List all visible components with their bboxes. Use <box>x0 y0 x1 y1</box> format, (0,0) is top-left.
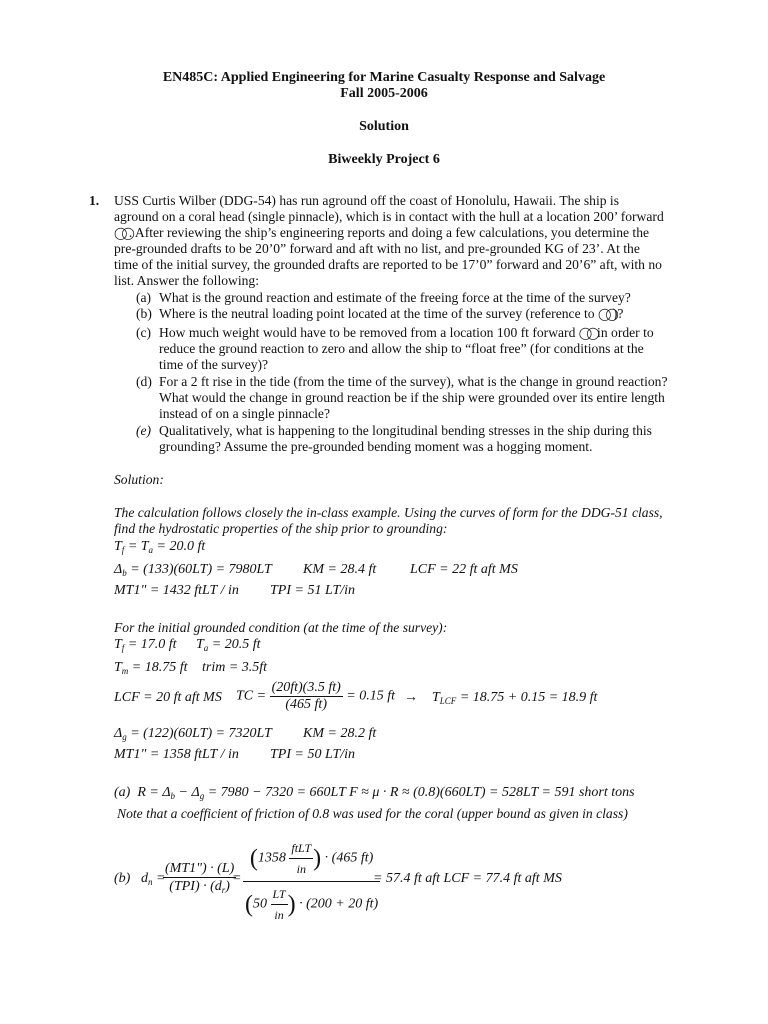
part-b-label-eq: (b) <box>114 871 131 886</box>
arrow-icon: → <box>404 690 418 705</box>
part-e-label: (e) <box>136 423 152 438</box>
problem-line-2: aground on a coral head (single pinnacle), which is in contact with the hull at a location 200’ forward <box>114 209 664 224</box>
project-heading: Biweekly Project 6 <box>328 152 440 167</box>
solution-label: Solution: <box>114 472 164 487</box>
part-a-text: What is the ground reaction and estimate of the freeing force at the time of the survey? <box>159 290 631 305</box>
problem-line-3: ◯◯. After reviewing the ship’s engineering reports and doing a few calculations, you determine the <box>114 225 650 240</box>
eq-dn-frac2: (1358 $\frac{\text{ftLT}}{in}$ ) · (465 ft) (50 $\frac{LT}{in}$ ) · (200 + 20 ft) <box>243 838 380 925</box>
eq-grounded-tf: $T_f = 17.0$ ft <box>114 637 177 653</box>
eq-pre-lcf: LCF = 22 ft aft MS <box>410 562 518 577</box>
eq-tlcf: $T_{LCF} = 18.75 + 0.15 = 18.9$ ft <box>432 690 598 706</box>
part-c-text-1: How much weight would have to be removed from a location 100 ft forward ◯◯ in order to <box>159 325 654 340</box>
eq-pre-km: KM = 28.4 ft <box>303 562 377 577</box>
part-b-label: (b) <box>136 306 152 321</box>
solution-intro-2: find the hydrostatic properties of the ship prior to grounding: <box>114 521 448 536</box>
eq-dn-equals: = <box>232 871 242 886</box>
problem-line-1: USS Curtis Wilber (DDG-54) has run aground off the coast of Honolulu, Hawaii. The ship is <box>114 193 619 208</box>
part-e-text-2: grounding? Assume the pre-grounded bending moment was a hogging moment. <box>159 439 593 454</box>
eq-grounded-disp: $\Delta_g = (122)(60LT) = 7320LT$ <box>114 726 272 742</box>
problem-line-6: list. Answer the following: <box>114 273 259 288</box>
eq-grounded-km: KM = 28.2 ft <box>303 726 377 741</box>
eq-grounded-tm: $T_m = 18.75$ ft <box>114 660 188 676</box>
friction-note: Note that a coefficient of friction of 0.8 was used for the coral (upper bound as given in class) <box>117 806 628 821</box>
term: Fall 2005-2006 <box>340 86 428 101</box>
midship-icon: ◯◯ <box>578 326 594 340</box>
eq-pre-disp: $\Delta_b = (133)(60LT) = 7980LT$ <box>114 562 272 578</box>
eq-grounded-tpi: TPI = 50 LT/in <box>270 747 356 762</box>
part-c-label: (c) <box>136 325 152 340</box>
part-e-text-1: Qualitatively, what is happening to the longitudinal bending stresses in the ship during this <box>159 423 652 438</box>
solution-intro-1: The calculation follows closely the in-class example. Using the curves of form for the DDG-51 class, <box>114 505 663 520</box>
part-d-text-2: What would the change in ground reaction be if the ship were grounded over its entire length <box>159 390 665 405</box>
eq-pre-mt1: MT1" = 1432 ftLT / in <box>114 583 239 598</box>
problem-line-4: pre-grounded drafts to be 20’0” forward and aft with no list, and pre-grounded KG of 23’. At the <box>114 241 640 256</box>
course-title: EN485C: Applied Engineering for Marine Casualty Response and Salvage <box>162 70 606 85</box>
eq-dn-frac1: $\frac{(MT1") \cdot (L)}{(TPI) \cdot (d_r)}$ <box>165 861 235 895</box>
eq-grounded-mt1: MT1" = 1358 ftLT / in <box>114 747 239 762</box>
eq-grounded-trim: trim = 3.5ft <box>202 660 268 675</box>
eq-dn-result: = 57.4 ft aft LCF = 77.4 ft aft MS <box>373 871 562 886</box>
part-d-text-1: For a 2 ft rise in the tide (from the time of the survey), what is the change in ground reaction? <box>159 374 668 389</box>
midship-icon: ◯◯ <box>114 226 129 240</box>
problem-number: 1. <box>89 193 100 208</box>
grounded-intro: For the initial grounded condition (at the time of the survey): <box>114 620 448 635</box>
part-a-label: (a) <box>136 290 152 305</box>
eq-grounded-ta: $T_a = 20.5$ ft <box>196 637 261 653</box>
eq-pre-tpi: TPI = 51 LT/in <box>270 583 356 598</box>
eq-grounded-lcf: LCF = 20 ft aft MS <box>114 690 222 705</box>
eq-part-a: (a) $R = \Delta_b - \Delta_g = 7980 - 7320 = 660LT$ F ≈ μ · R ≈ (0.8)(660LT) = 528LT = 591 short tons <box>114 785 635 801</box>
eq-dn: $d_n$ = <box>141 871 166 887</box>
part-d-label: (d) <box>136 374 152 389</box>
problem-line-5: time of the initial survey, the grounded drafts are reported to be 17’0” forward and 20’6” aft, with no <box>114 257 662 272</box>
tc-fraction: $\frac{(20ft)(3.5 ft)}{(465 ft)}$ <box>271 680 341 712</box>
midship-icon: ◯◯ <box>597 307 613 321</box>
part-c-text-2: reduce the ground reaction to zero and allow the ship to “float free” (for conditions at the <box>159 341 644 356</box>
eq-tc: TC = $\frac{(20ft)(3.5 ft)}{(465 ft)}$ = 0.15 ft <box>236 680 396 712</box>
part-d-text-3: instead of on a single pinnacle? <box>159 406 330 421</box>
solution-heading: Solution <box>359 119 409 134</box>
part-c-text-3: time of the survey)? <box>159 357 269 372</box>
part-b-text: Where is the neutral loading point located at the time of the survey (reference to ◯◯)? <box>159 306 624 321</box>
eq-pre-drafts: $T_f = T_a = 20.0$ ft <box>114 539 206 555</box>
